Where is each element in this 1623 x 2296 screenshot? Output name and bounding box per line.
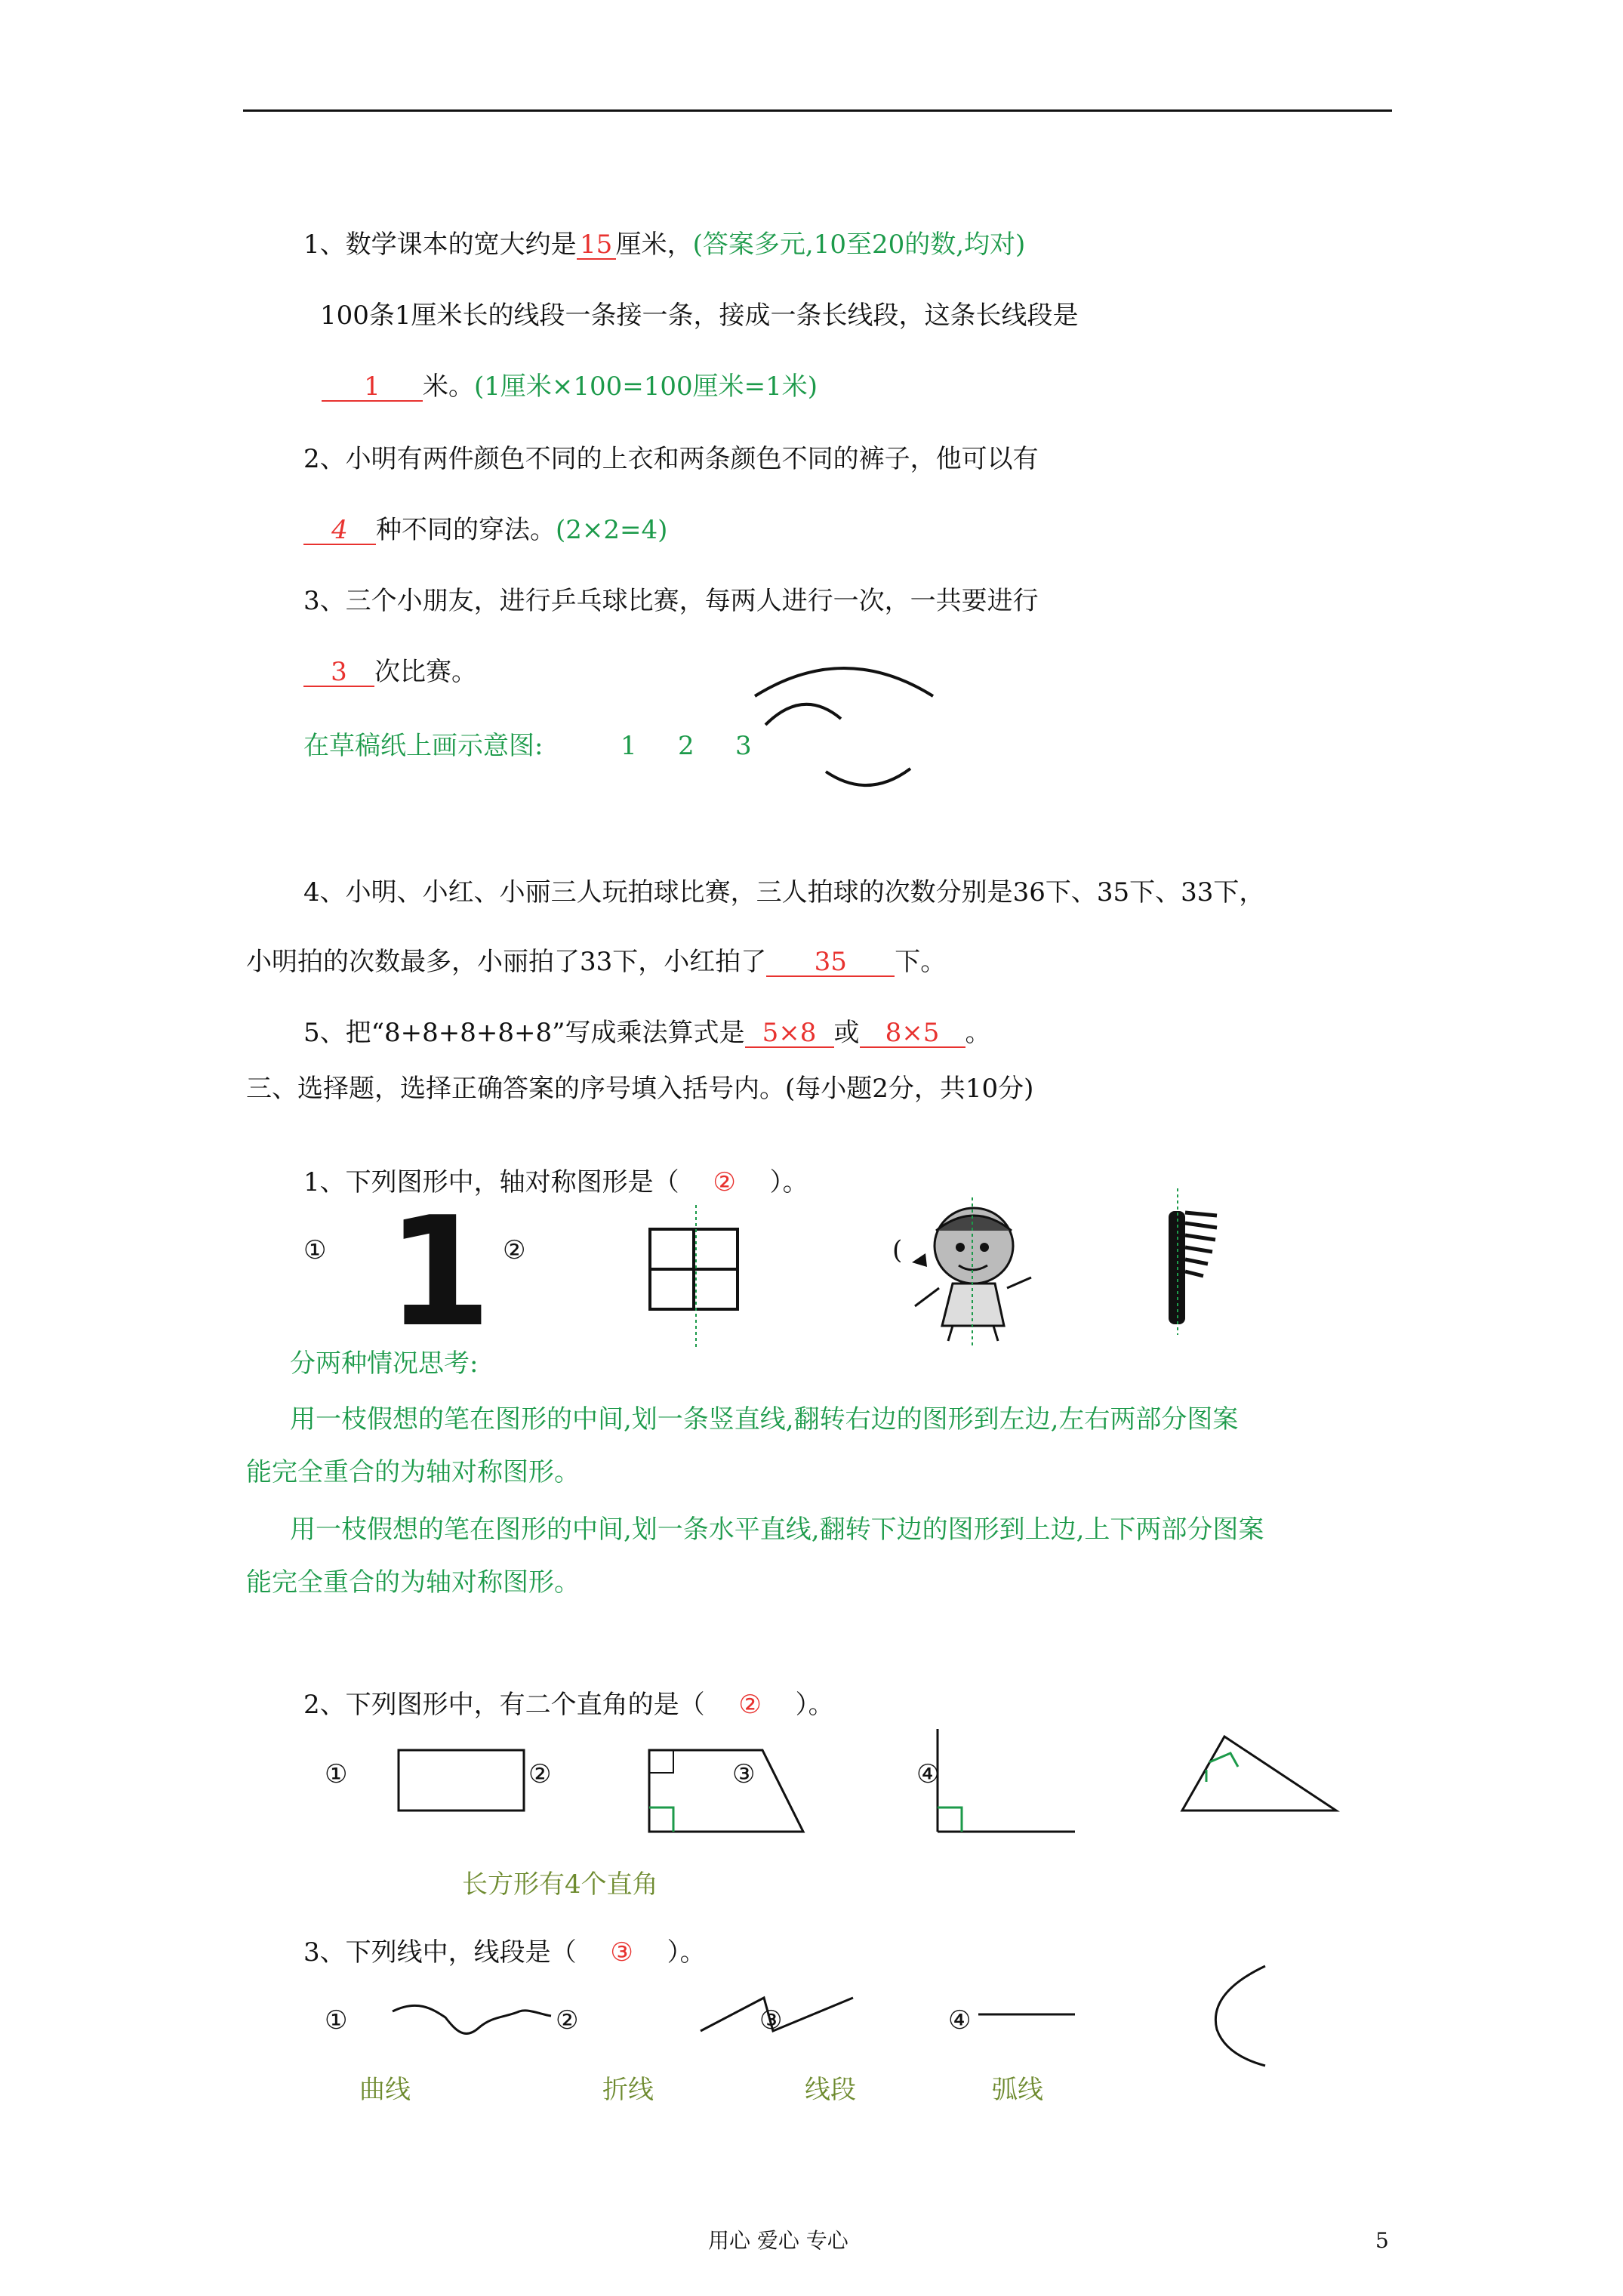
c3-name-4: 弧线 [992, 2075, 1043, 2105]
c3-label-1: ① [325, 2005, 348, 2036]
c3-text: 3、下列线中，线段是（ [303, 1937, 577, 1968]
c3-answer: ③ [610, 1937, 633, 1968]
q5-answer-2: 8×5 [860, 1019, 965, 1048]
q1b-unit: 米。 [423, 371, 474, 402]
c3-label-3: ③ [759, 2005, 783, 2036]
broken-line-figure [701, 1998, 853, 2031]
q3-num-3: 3 [735, 731, 752, 761]
c3-name-1: 曲线 [359, 2075, 411, 2105]
q5-text: 5、把“8+8+8+8+8”写成乘法算式是 [303, 1018, 745, 1048]
c1-label-1: ① [303, 1235, 327, 1265]
q3-note: 在草稿纸上画示意图: [303, 731, 544, 761]
q3-num-1: 1 [621, 731, 637, 761]
c2-text: 2、下列图形中，有二个直角的是（ [303, 1690, 705, 1720]
section3-title: 三、选择题，选择正确答案的序号填入括号内。(每小题2分，共10分) [246, 1074, 1034, 1104]
c3-label-2: ② [556, 2005, 579, 2036]
q5-end: 。 [965, 1018, 991, 1048]
q1b-answer: 1 [322, 373, 423, 402]
q4-answer: 35 [766, 948, 895, 977]
c3-end: ）。 [667, 1937, 706, 1968]
q3-answer: 3 [303, 658, 374, 687]
c1-text: 1、下列图形中，轴对称图形是（ [303, 1167, 679, 1197]
q2-text: 种不同的穿法。 [376, 515, 556, 545]
footer-motto: 用心 爱心 专心 [708, 2228, 848, 2253]
c3-name-3: 线段 [805, 2075, 856, 2105]
q5-answer-1: 5×8 [745, 1019, 834, 1048]
q3-line1: 3、三个小朋友，进行乒乓球比赛，每两人进行一次，一共要进行 [303, 586, 1039, 616]
q2-note: (2×2=4) [556, 515, 668, 545]
q3-num-2: 2 [678, 731, 694, 761]
page-number: 5 [1375, 2228, 1389, 2253]
c1-label-2: ② [503, 1235, 526, 1265]
arc-line-figure [1215, 1966, 1265, 2066]
q2-line1: 2、小明有两件颜色不同的上衣和两条颜色不同的裤子，他可以有 [303, 444, 1039, 474]
c1-label-3: ( [892, 1235, 903, 1265]
c1-answer: ② [713, 1167, 736, 1197]
c2-label-1: ① [325, 1759, 348, 1789]
c1-note-4: 用一枝假想的笔在图形的中间,划一条水平直线,翻转下边的图形到上边,上下两部分图案 [290, 1515, 1264, 1545]
q2-answer: 4 [303, 516, 376, 545]
q1b-note: (1厘米×100=100厘米=1米) [474, 371, 818, 402]
c1-note-5: 能完全重合的为轴对称图形。 [246, 1567, 580, 1598]
c2-label-4: ④ [916, 1759, 940, 1789]
q1-text: 1、数学课本的宽大约是 [303, 230, 577, 260]
c2-note: 长方形有4个直角 [462, 1869, 658, 1900]
c3-label-4: ④ [948, 2005, 972, 2036]
q1-unit: 厘米， [615, 230, 693, 260]
q4-unit: 下。 [895, 947, 947, 977]
c2-label-3: ③ [732, 1759, 756, 1789]
c1-note-2: 用一枝假想的笔在图形的中间,划一条竖直线,翻转右边的图形到左边,左右两部分图案 [290, 1404, 1239, 1435]
c2-end: ）。 [795, 1690, 834, 1720]
q4-text: 小明拍的次数最多，小丽拍了33下，小红拍了 [246, 947, 767, 977]
c1-note-1: 分两种情况思考: [290, 1348, 479, 1379]
c1-note-3: 能完全重合的为轴对称图形。 [246, 1457, 580, 1487]
q1-line2: 100条1厘米长的线段一条接一条，接成一条长线段，这条长线段是 [320, 300, 1079, 331]
c1-end: ）。 [769, 1167, 808, 1197]
q5-or: 或 [833, 1018, 860, 1048]
q1-answer: 15 [577, 231, 616, 260]
c1-digit-one: 1 [387, 1185, 492, 1361]
q4-line1: 4、小明、小红、小丽三人玩拍球比赛，三人拍球的次数分别是36下、35下、33下， [303, 877, 1265, 908]
c2-answer: ② [738, 1690, 762, 1720]
c2-label-2: ② [528, 1759, 552, 1789]
q1-note: (答案多元,10至20的数,均对) [692, 230, 1026, 260]
q3-text: 次比赛。 [374, 657, 477, 687]
curve-line-figure [393, 2005, 551, 2033]
c3-name-2: 折线 [602, 2075, 654, 2105]
